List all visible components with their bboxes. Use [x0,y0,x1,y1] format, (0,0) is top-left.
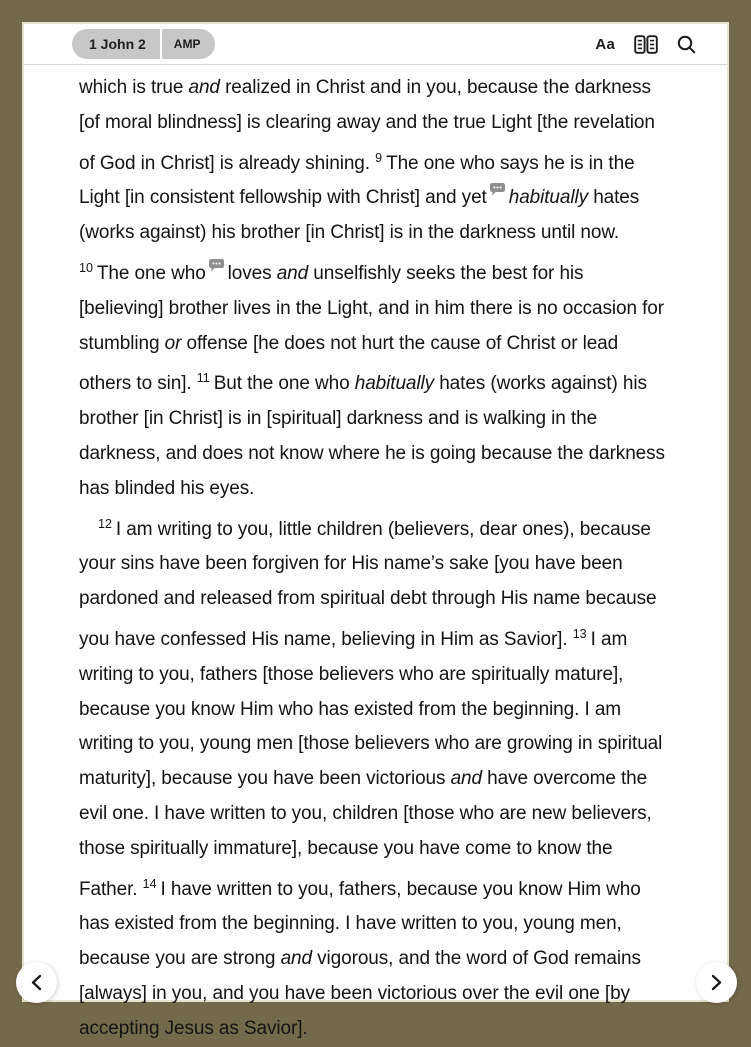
verse-run: hates (works against) his brother [in Christ] is in the darkness until now. [79,187,640,244]
amplified-italic-word: or [164,332,182,354]
parallel-reading-icon[interactable] [634,35,658,54]
verse-run: which is true [79,77,189,98]
scripture-paragraph [79,71,673,507]
previous-chapter-button[interactable] [16,962,57,1003]
chevron-left-icon [30,974,43,991]
amplified-italic-word: habitually [354,373,435,395]
verse-run: hates (works against) his brother [in Christ] is in [spiritual] darkness and is walking in the darkness, and does not know where he is going because the darkness has blinded his eyes. [79,373,665,499]
verse-run: vigorous, and the word of God remains [always] in you, and you have been victorious over the evil one [by accepting Jesus as Savior]. [79,948,641,1039]
amplified-italic-word: habitually [508,187,589,209]
reader-header [24,24,727,65]
verse-run: But the one who [213,373,355,395]
next-chapter-button[interactable] [696,962,737,1003]
footnote-icon[interactable] [209,259,224,272]
amplified-italic-word: and [280,948,312,970]
footnote-icon[interactable] [490,183,505,196]
font-settings-button[interactable]: Aa [595,35,615,53]
book-chapter-translation-pill[interactable] [72,29,215,59]
verse-number: 11 [196,371,210,386]
verse-run: I have written to you, fathers, because you know Him who has existed from the beginning. I have written to you, young men, because you are strong [79,878,641,970]
chevron-right-icon [710,974,723,991]
header-actions [595,35,696,54]
verse-number: 13 [572,626,587,641]
verse-number: 12 [98,516,112,531]
search-icon[interactable] [677,35,696,54]
reader-card [24,24,727,1039]
scripture-paragraph [79,507,673,1047]
verse-run: I am writing to you, little children (believers, dear ones), because your sins have been forgiven for His name’s sake [you have been pardoned and released from spiritual debt through His name because you have confessed His name, believing in Him as Savior]. [79,518,657,650]
verse-run: realized in Christ and in you, because the darkness [of moral blindness] is clearing away and the true Light [the revelation of God in Christ] is already shining. [79,77,655,174]
translation-button[interactable]: AMP [173,37,201,51]
amplified-italic-word: and [450,768,482,790]
reference-button[interactable]: 1 John 2 [89,36,146,52]
verse-run: offense [he does not hurt the cause of Christ or lead others to sin]. [79,332,619,395]
verse-run: The one who [96,262,206,284]
verse-run: The one who says he is in the Light [in consistent fellowship with Christ] and yet [79,152,635,209]
verse-run: I am writing to you, fathers [those believers who are spiritually mature], because you know Him who has existed from the beginning. I am writing to you, young men [those believers who are growing in spiritual maturity], because you have been victorious [79,628,663,790]
verse-text [24,65,727,1047]
verse-number: 9 [375,150,383,165]
verse-run: loves [227,262,277,284]
verse-number: 10 [79,260,93,275]
verse-number: 14 [142,876,157,891]
verse-run: have overcome the evil one. I have written to you, children [those who are new believers, those spiritually immature], because you have come to know the Father. [79,768,652,900]
verse-run: unselfishly seeks the best for his [believing] brother lives in the Light, and in him there is no occasion for stumbling [79,262,664,354]
amplified-italic-word: and [276,262,309,284]
amplified-italic-word: and [188,77,220,98]
